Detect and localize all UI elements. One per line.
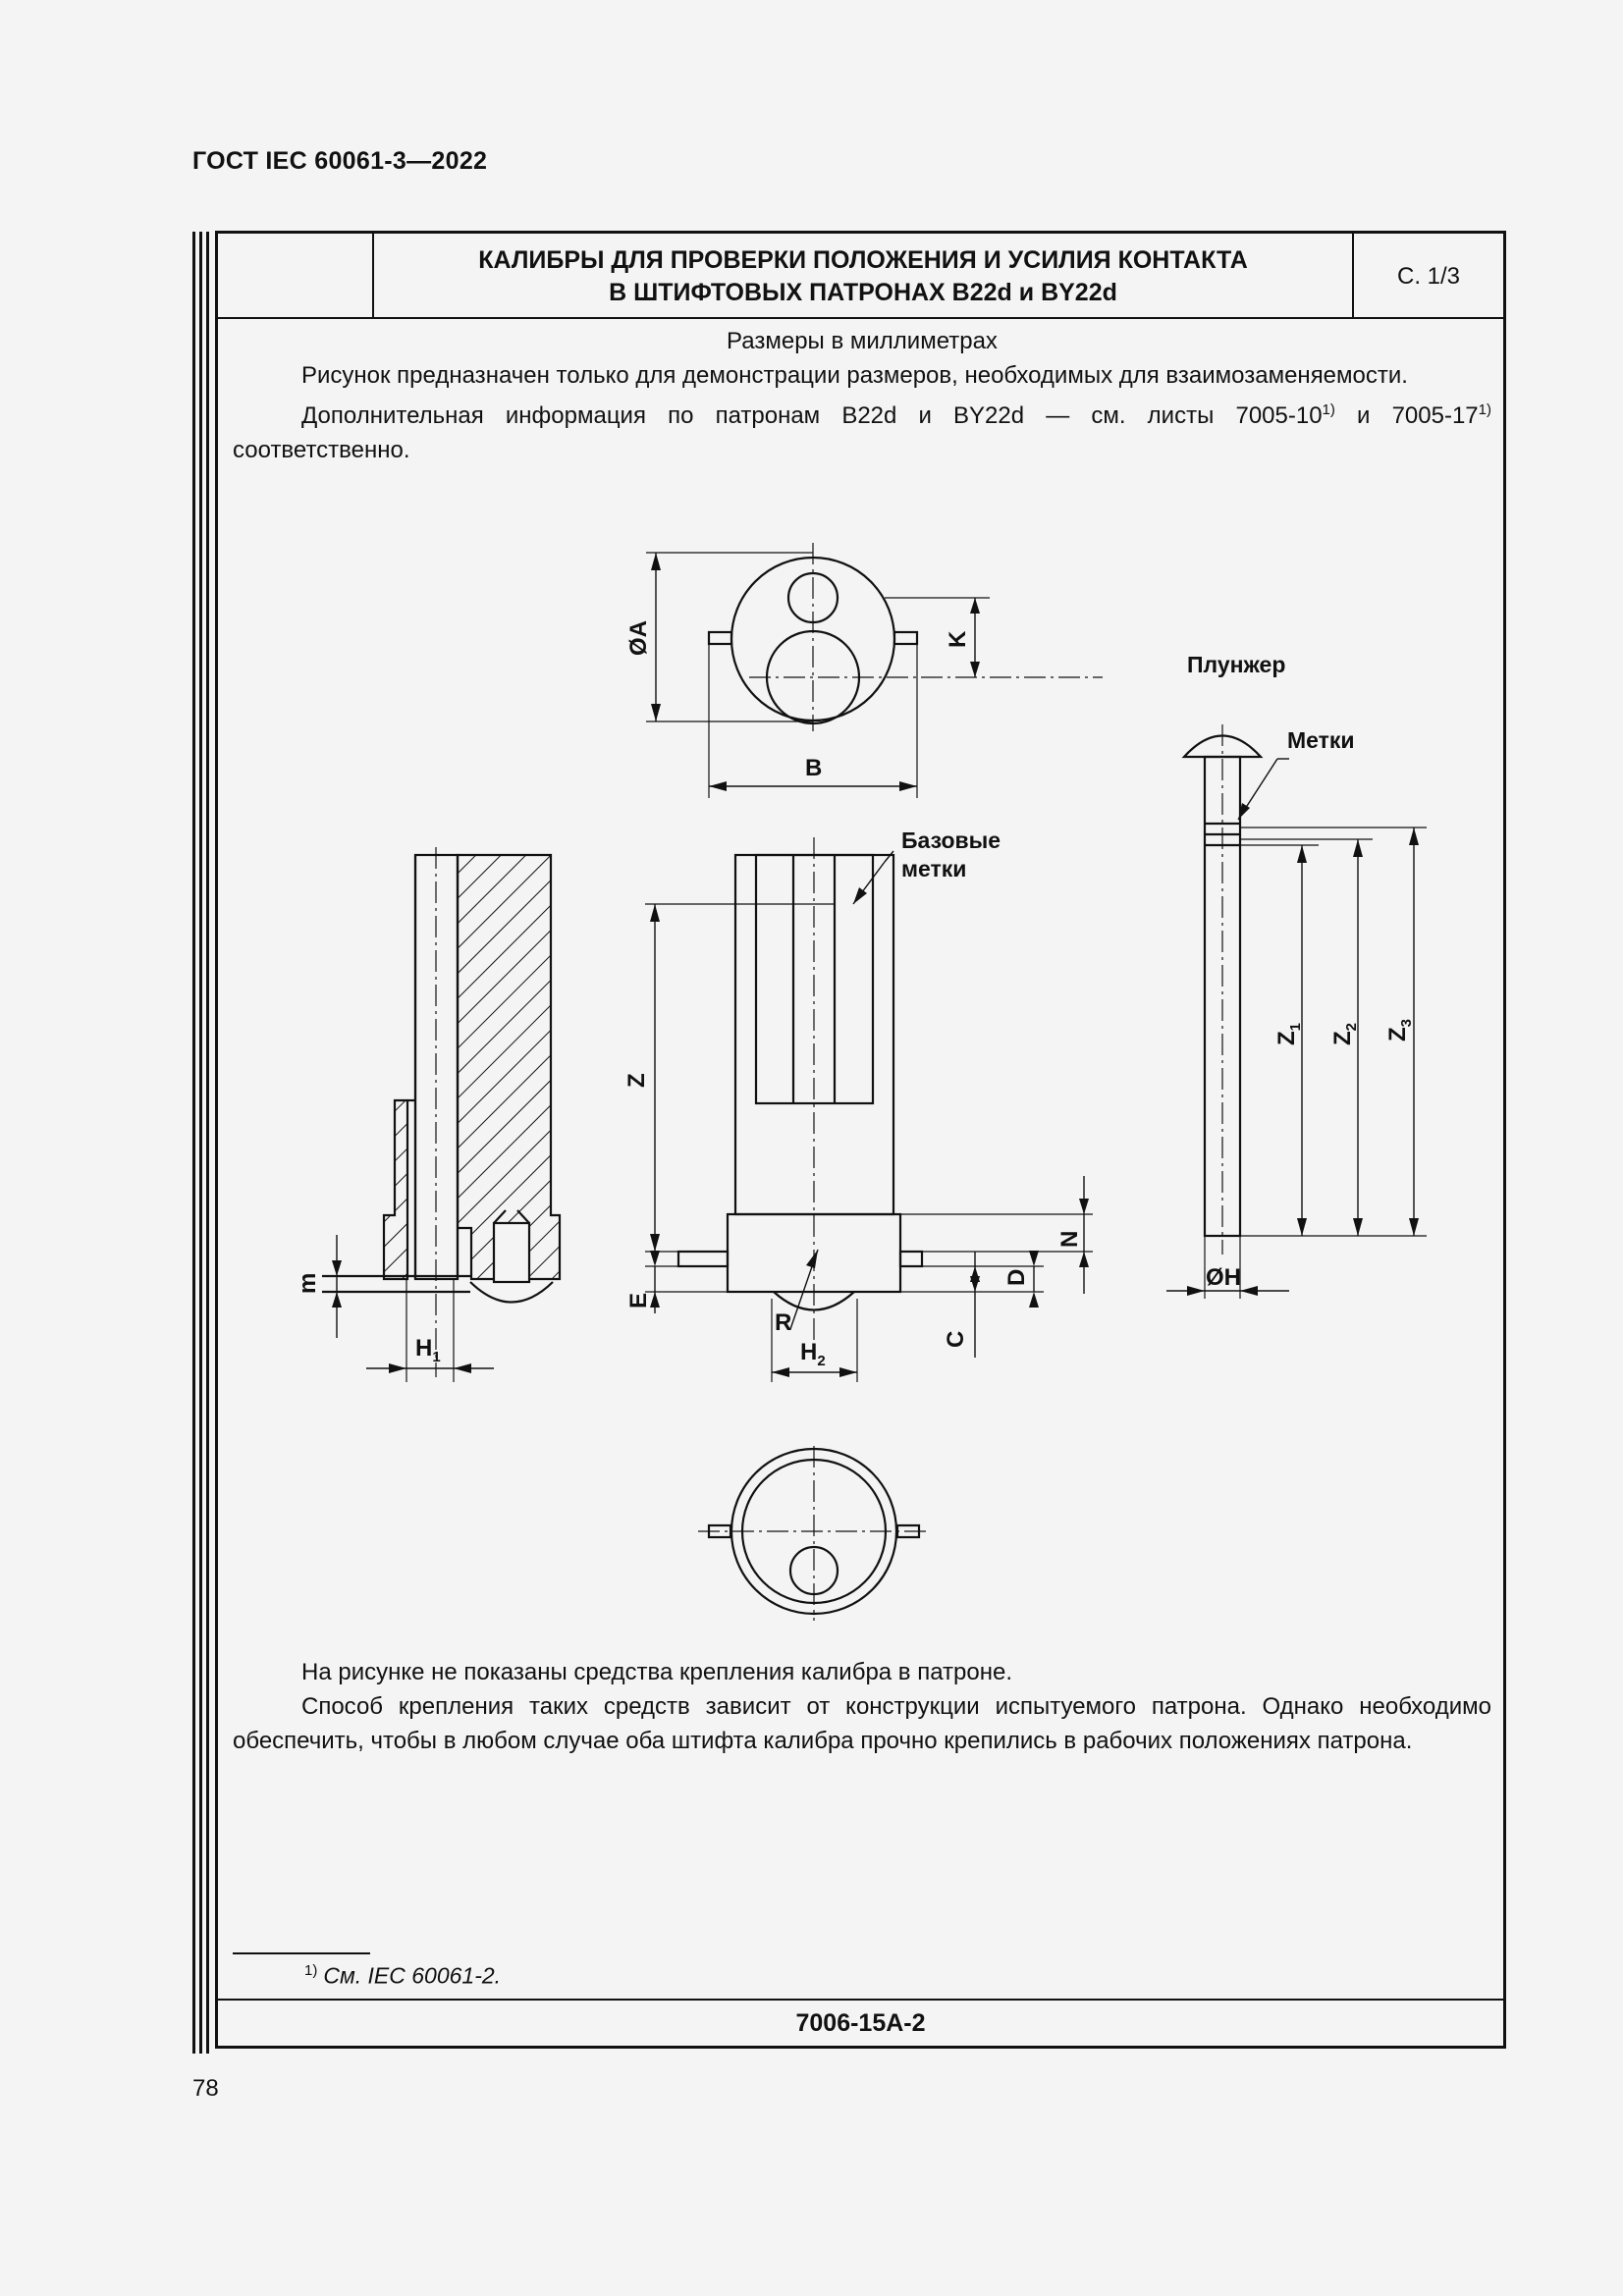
label-base-marks-line-2: метки: [901, 856, 967, 881]
label-base-marks-line-1: Базовые: [901, 828, 1001, 853]
outro-text: [233, 1655, 1491, 1758]
document-header: ГОСТ IEC 60061-3—2022: [192, 147, 488, 175]
units-note: Размеры в миллиметрах: [727, 328, 998, 354]
label-d: D: [1003, 1268, 1030, 1286]
label-z1: [1273, 1023, 1304, 1045]
svg-text:H1: $H_1$: [415, 1335, 441, 1365]
label-dia-a: ØA: [625, 620, 652, 656]
svg-text:Z2: $Z_2$: [1329, 1022, 1360, 1045]
label-b: B: [805, 755, 823, 781]
sheet-number: 7006-15A-2: [795, 2008, 926, 2037]
svg-text:Z3: $Z_3$: [1384, 1018, 1415, 1041]
top-view: [646, 543, 1103, 798]
section-view: [322, 847, 560, 1382]
label-m: m: [295, 1272, 321, 1294]
label-z3: [1384, 1019, 1415, 1041]
svg-text:H2: $H_2$: [800, 1339, 826, 1369]
sheet-title-line-2: В ШТИФТОВЫХ ПАТРОНАХ B22d и BY22d: [609, 278, 1117, 306]
binding-margin-rule: [199, 232, 202, 2054]
sheet-frame: [215, 231, 1506, 2049]
plunger-view: [1166, 724, 1427, 1299]
front-view: [645, 837, 1093, 1382]
binding-margin-rule: [206, 232, 209, 2054]
label-marks: Метки: [1287, 727, 1355, 753]
label-c: C: [943, 1330, 969, 1348]
label-dia-h: ØH: [1206, 1264, 1241, 1291]
label-z2: [1329, 1023, 1360, 1045]
label-k: K: [945, 630, 971, 648]
sheet-page-ref: С. 1/3: [1396, 262, 1461, 290]
page-number: 78: [192, 2075, 219, 2102]
svg-text:Z1: $Z_1$: [1273, 1022, 1304, 1045]
label-z: Z: [623, 1073, 650, 1088]
intro-paragraph-1: Рисунок предназначен только для демонстрации размеров, необходимых для взаимозаменяемости.: [301, 362, 1408, 389]
bottom-view: [698, 1446, 931, 1621]
footnote: $^{1)}$ См. IEC 60061-2.: [304, 1962, 502, 1989]
sheet-title-line-1: КАЛИБРЫ ДЛЯ ПРОВЕРКИ ПОЛОЖЕНИЯ И УСИЛИЯ КОНТАКТА: [478, 245, 1248, 274]
binding-margin-rule: [192, 232, 195, 2054]
footnote-divider: [233, 1952, 370, 1954]
label-n: N: [1056, 1230, 1083, 1248]
label-plunger: Плунжер: [1187, 652, 1286, 677]
label-e: E: [625, 1292, 652, 1308]
label-h2: [800, 1339, 826, 1369]
gauge-technical-drawing: [218, 234, 1503, 1804]
intro-paragraph-2: Дополнительная информация по патронам B22d и BY22d — см. листы 7005-10$^{1)}$ и 7005-17$^{1)}$ соответственно.: [233, 401, 1491, 463]
outro-paragraph-2: Способ крепления таких средств зависит от конструкции испытуемого патрона. Однако необходимо обеспечить, чтобы в любом случае оба штифта калибра прочно крепились в рабочих положениях патрона.: [233, 1693, 1491, 1754]
outro-paragraph-1: На рисунке не показаны средства крепления калибра в патроне.: [301, 1659, 1012, 1685]
label-h1: [415, 1335, 441, 1365]
label-r: R: [775, 1309, 792, 1336]
